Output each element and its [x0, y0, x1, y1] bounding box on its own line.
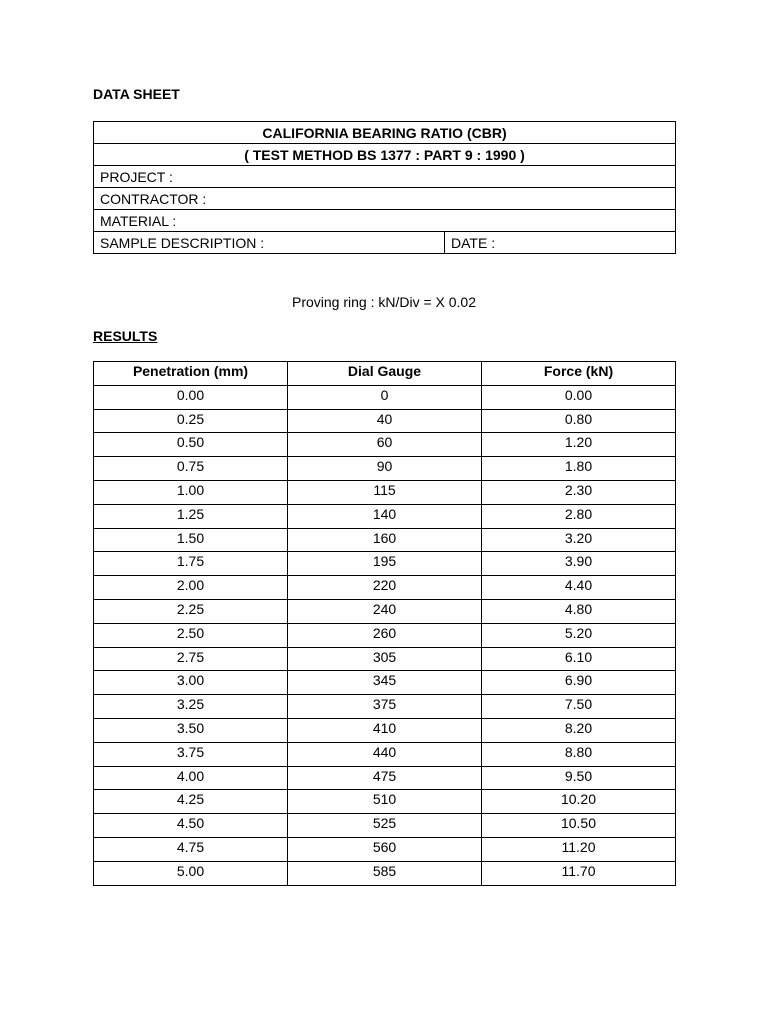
contractor-row [94, 188, 676, 210]
table-row [94, 599, 676, 623]
force-cell: 5.20 [482, 623, 676, 647]
table-row [94, 552, 676, 576]
dial-gauge-cell: 525 [288, 814, 482, 838]
table-row [94, 457, 676, 481]
dial-gauge-cell: 60 [288, 433, 482, 457]
dial-gauge-cell: 305 [288, 647, 482, 671]
table-row [94, 385, 676, 409]
test-header-table [93, 121, 676, 254]
penetration-cell: 3.25 [94, 695, 288, 719]
dial-gauge-cell: 585 [288, 861, 482, 885]
document-title: DATA SHEET [93, 86, 180, 102]
test-method-row [94, 144, 676, 166]
penetration-cell: 4.50 [94, 814, 288, 838]
force-cell: 4.40 [482, 576, 676, 600]
penetration-cell: 1.75 [94, 552, 288, 576]
force-cell: 3.90 [482, 552, 676, 576]
dial-gauge-cell: 260 [288, 623, 482, 647]
force-cell: 2.80 [482, 504, 676, 528]
table-row [94, 766, 676, 790]
penetration-cell: 2.25 [94, 599, 288, 623]
dial-gauge-cell: 510 [288, 790, 482, 814]
penetration-cell: 2.50 [94, 623, 288, 647]
force-cell: 0.00 [482, 385, 676, 409]
penetration-cell: 2.75 [94, 647, 288, 671]
table-row [94, 718, 676, 742]
column-header-dial-gauge: Dial Gauge [288, 362, 482, 386]
material-label: MATERIAL : [94, 210, 676, 232]
force-cell: 11.20 [482, 837, 676, 861]
force-cell: 10.20 [482, 790, 676, 814]
dial-gauge-cell: 475 [288, 766, 482, 790]
table-row [94, 671, 676, 695]
column-header-force: Force (kN) [482, 362, 676, 386]
force-cell: 4.80 [482, 599, 676, 623]
penetration-cell: 2.00 [94, 576, 288, 600]
dial-gauge-cell: 90 [288, 457, 482, 481]
contractor-label: CONTRACTOR : [94, 188, 676, 210]
column-header-penetration: Penetration (mm) [94, 362, 288, 386]
table-row [94, 861, 676, 885]
dial-gauge-cell: 140 [288, 504, 482, 528]
results-header-row [94, 362, 676, 386]
date-label: DATE : [445, 232, 676, 254]
force-cell: 8.80 [482, 742, 676, 766]
dial-gauge-cell: 0 [288, 385, 482, 409]
force-cell: 0.80 [482, 409, 676, 433]
table-row [94, 528, 676, 552]
table-row [94, 409, 676, 433]
results-heading: RESULTS [93, 328, 158, 344]
table-row [94, 790, 676, 814]
force-cell: 6.10 [482, 647, 676, 671]
dial-gauge-cell: 195 [288, 552, 482, 576]
penetration-cell: 5.00 [94, 861, 288, 885]
table-row [94, 695, 676, 719]
table-row [94, 433, 676, 457]
penetration-cell: 1.50 [94, 528, 288, 552]
table-row [94, 480, 676, 504]
dial-gauge-cell: 115 [288, 480, 482, 504]
test-name: CALIFORNIA BEARING RATIO (CBR) [94, 122, 676, 144]
table-row [94, 647, 676, 671]
dial-gauge-cell: 160 [288, 528, 482, 552]
test-method: ( TEST METHOD BS 1377 : PART 9 : 1990 ) [94, 144, 676, 166]
penetration-cell: 0.00 [94, 385, 288, 409]
sample-date-row [94, 232, 676, 254]
force-cell: 2.30 [482, 480, 676, 504]
penetration-cell: 4.00 [94, 766, 288, 790]
table-row [94, 742, 676, 766]
force-cell: 3.20 [482, 528, 676, 552]
table-row [94, 504, 676, 528]
force-cell: 11.70 [482, 861, 676, 885]
penetration-cell: 3.75 [94, 742, 288, 766]
dial-gauge-cell: 345 [288, 671, 482, 695]
sample-description-label: SAMPLE DESCRIPTION : [94, 232, 445, 254]
table-row [94, 623, 676, 647]
table-row [94, 814, 676, 838]
force-cell: 1.20 [482, 433, 676, 457]
project-label: PROJECT : [94, 166, 676, 188]
results-table [93, 361, 676, 886]
material-row [94, 210, 676, 232]
dial-gauge-cell: 220 [288, 576, 482, 600]
force-cell: 6.90 [482, 671, 676, 695]
project-row [94, 166, 676, 188]
dial-gauge-cell: 240 [288, 599, 482, 623]
force-cell: 8.20 [482, 718, 676, 742]
force-cell: 9.50 [482, 766, 676, 790]
penetration-cell: 4.75 [94, 837, 288, 861]
penetration-cell: 1.25 [94, 504, 288, 528]
force-cell: 10.50 [482, 814, 676, 838]
dial-gauge-cell: 375 [288, 695, 482, 719]
dial-gauge-cell: 40 [288, 409, 482, 433]
penetration-cell: 3.50 [94, 718, 288, 742]
penetration-cell: 4.25 [94, 790, 288, 814]
force-cell: 1.80 [482, 457, 676, 481]
penetration-cell: 3.00 [94, 671, 288, 695]
table-row [94, 837, 676, 861]
force-cell: 7.50 [482, 695, 676, 719]
penetration-cell: 0.25 [94, 409, 288, 433]
dial-gauge-cell: 410 [288, 718, 482, 742]
penetration-cell: 1.00 [94, 480, 288, 504]
penetration-cell: 0.50 [94, 433, 288, 457]
dial-gauge-cell: 440 [288, 742, 482, 766]
proving-ring-note: Proving ring : kN/Div = X 0.02 [291, 294, 477, 310]
dial-gauge-cell: 560 [288, 837, 482, 861]
penetration-cell: 0.75 [94, 457, 288, 481]
test-name-row [94, 122, 676, 144]
table-row [94, 576, 676, 600]
